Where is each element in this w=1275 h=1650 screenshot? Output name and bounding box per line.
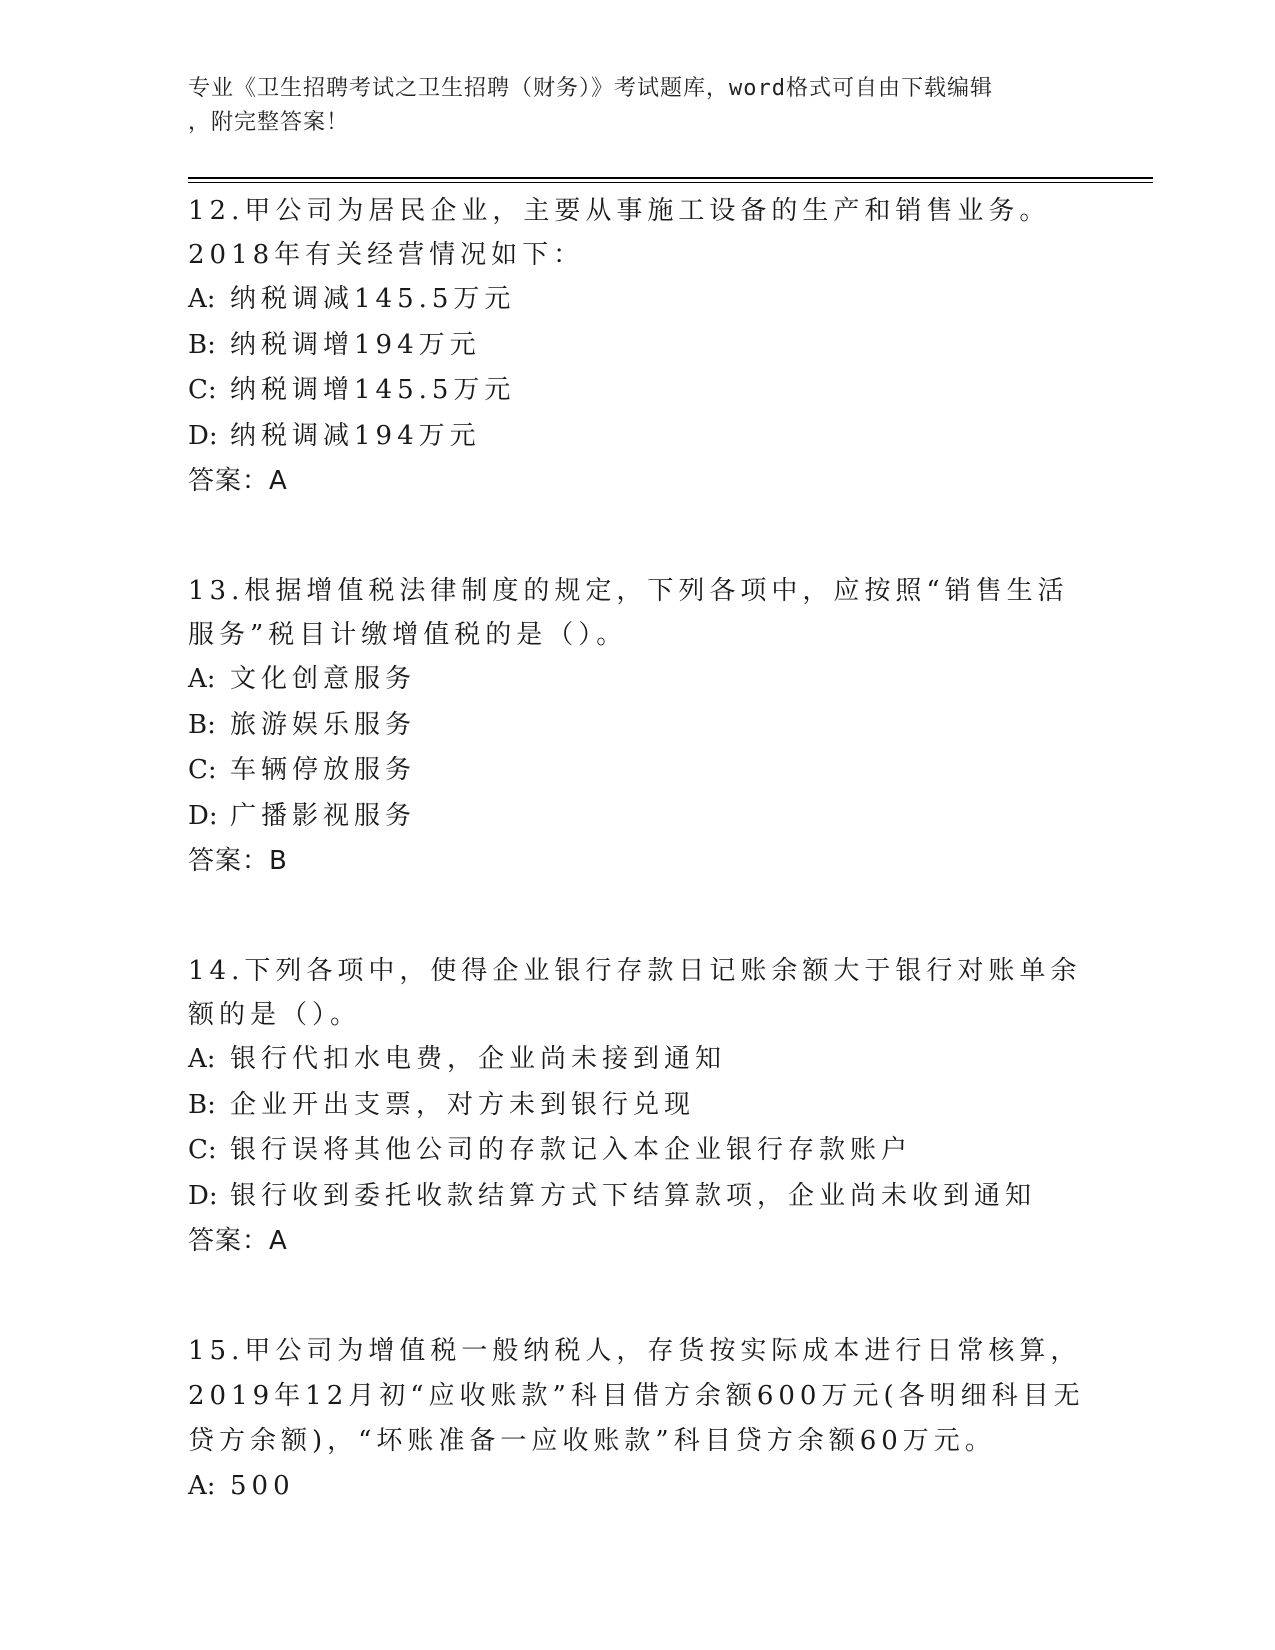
header-line-2: ，附完整答案！ (188, 110, 350, 135)
answer-line: 答案：A (188, 466, 288, 496)
answer-line: 答案：A (188, 1226, 288, 1256)
option-letter: B: (188, 709, 216, 740)
question-text: 12.甲公司为居民企业，主要从事施工设备的生产和销售业务。2018年有关经营情况如下： (188, 196, 1051, 270)
question-text: 13.根据增值税法律制度的规定，下列各项中，应按照“销售生活服务”税目计缴增值税的是（）。 (188, 576, 1069, 650)
question-12 (188, 189, 1088, 503)
option-a (188, 277, 1088, 323)
question-14 (188, 949, 1088, 1263)
option-b (188, 323, 1088, 369)
question-text: 14.下列各项中，使得企业银行存款日记账余额大于银行对账单余额的是（）。 (188, 956, 1082, 1030)
option-c (188, 368, 1088, 414)
option-letter: A: (188, 1044, 216, 1074)
option-c (188, 1128, 1088, 1174)
header-divider-thick (188, 177, 1153, 179)
option-letter: B: (188, 1089, 216, 1120)
option-text: 纳税调增194万元 (230, 329, 481, 360)
option-letter: A: (188, 284, 216, 314)
option-text: 企业开出支票，对方未到银行兑现 (230, 1089, 696, 1120)
option-text: 文化创意服务 (230, 664, 417, 694)
option-letter: D: (188, 1180, 218, 1211)
header-divider-thin (188, 182, 1153, 183)
question-13 (188, 569, 1088, 883)
answer-line: 答案：B (188, 846, 288, 876)
option-b (188, 1083, 1088, 1129)
option-letter: B: (188, 329, 216, 360)
option-text: 纳税调增145.5万元 (230, 375, 516, 405)
option-a (188, 1037, 1088, 1083)
option-letter: C: (188, 755, 217, 785)
option-d (188, 794, 1088, 840)
question-list (188, 189, 1088, 1510)
option-text: 500 (230, 1471, 295, 1501)
question-text: 15.甲公司为增值税一般纳税人，存货按实际成本进行日常核算，2019年12月初“应收账款”科目借方余额600万元(各明细科目无贷方余额)，“坏账准备一应收账款”科目贷方余额60万元。 (188, 1336, 1085, 1456)
option-letter: C: (188, 375, 217, 405)
option-letter: A: (188, 1471, 216, 1501)
document-header (188, 72, 1068, 140)
option-letter: C: (188, 1135, 217, 1165)
option-c (188, 748, 1088, 794)
option-text: 广播影视服务 (230, 800, 417, 831)
option-b (188, 703, 1088, 749)
option-letter: A: (188, 664, 216, 694)
option-d (188, 414, 1088, 460)
option-text: 银行收到委托收款结算方式下结算款项，企业尚未收到通知 (230, 1180, 1037, 1211)
option-a (188, 1464, 1088, 1510)
option-text: 纳税调减145.5万元 (230, 284, 516, 314)
option-letter: D: (188, 800, 218, 831)
option-text: 车辆停放服务 (230, 755, 417, 785)
question-15 (188, 1329, 1088, 1510)
option-text: 银行误将其他公司的存款记入本企业银行存款账户 (230, 1135, 913, 1165)
option-text: 银行代扣水电费，企业尚未接到通知 (230, 1044, 727, 1074)
header-line-1: 专业《卫生招聘考试之卫生招聘（财务）》考试题库，word格式可自由下载编辑 (188, 76, 993, 101)
option-text: 纳税调减194万元 (230, 420, 481, 451)
option-d (188, 1174, 1088, 1220)
option-text: 旅游娱乐服务 (230, 709, 417, 740)
option-letter: D: (188, 420, 218, 451)
option-a (188, 657, 1088, 703)
